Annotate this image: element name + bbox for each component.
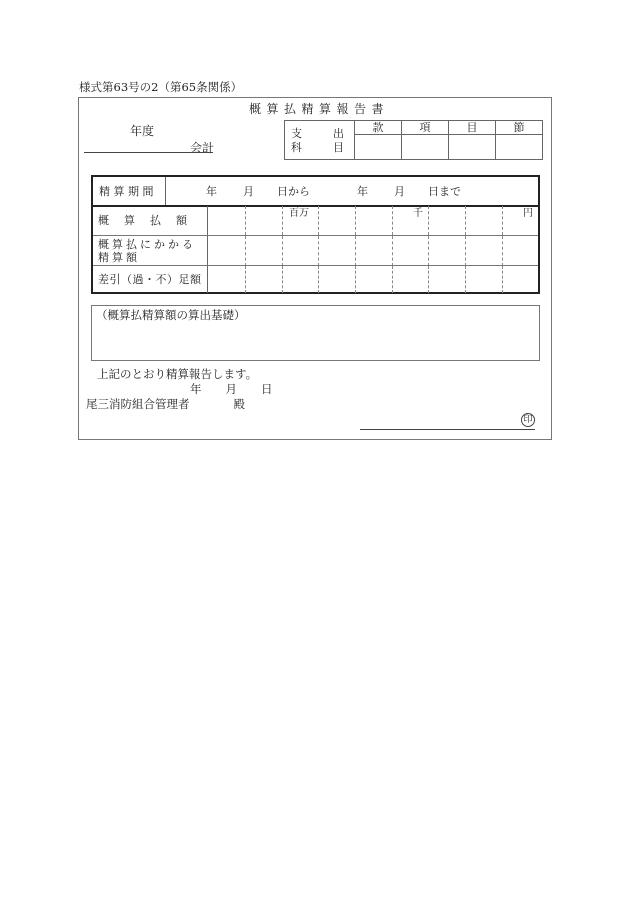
fiscal-year-label: 年度 [130, 124, 155, 138]
thousands-marker: 千 [413, 208, 423, 219]
from-month[interactable]: 月 [243, 185, 254, 198]
settlement-period-label: 精算期間 [93, 177, 166, 205]
amount-cell[interactable] [355, 266, 392, 293]
col-header-setsu: 節 [496, 121, 543, 135]
to-day[interactable]: 日まで [428, 185, 461, 198]
account-label: 会計 [190, 141, 215, 155]
amount-cell[interactable] [465, 206, 502, 235]
honorific: 殿 [233, 397, 245, 411]
amount-cell[interactable] [282, 266, 318, 293]
advance-payment-row [93, 206, 538, 235]
form-reference: 様式第63号の2（第65条関係） [79, 80, 243, 94]
amount-cell[interactable] [355, 236, 392, 266]
account-underline [84, 152, 213, 153]
date-day[interactable]: 日 [261, 382, 273, 396]
settlement-period-row [93, 177, 538, 207]
millions-marker: 百万 [289, 208, 309, 219]
budget-classification-table [284, 120, 543, 160]
settled-amount-label-line1: 概算払にかかる [98, 238, 196, 251]
amount-cell[interactable] [318, 236, 355, 266]
kan-field[interactable] [355, 135, 402, 160]
settled-amount-label [93, 236, 208, 266]
amount-cell[interactable] [428, 206, 465, 235]
amount-cell[interactable] [355, 206, 392, 235]
setsu-field[interactable] [496, 135, 543, 160]
amount-cell[interactable] [465, 266, 502, 293]
signature-line[interactable] [360, 429, 535, 430]
to-month[interactable]: 月 [394, 185, 405, 198]
calculation-basis-label: （概算払精算額の算出基礎） [96, 308, 246, 322]
amount-cell[interactable] [392, 266, 428, 293]
label-expenditure: 支 出 [291, 126, 354, 140]
seal-icon: 印 [521, 413, 535, 427]
difference-label: 差引（過・不）足額 [93, 266, 208, 293]
amount-cell[interactable] [392, 236, 428, 266]
document-title: 概算払精算報告書 [249, 102, 390, 116]
amount-cell[interactable] [208, 236, 245, 266]
addressee-name: 尾三消防組合管理者 [86, 397, 190, 411]
amount-cell[interactable] [208, 206, 245, 235]
amount-cell-millions[interactable] [282, 206, 318, 235]
amount-cell[interactable] [282, 236, 318, 266]
settled-amount-label-line2: 精算額 [98, 251, 140, 264]
report-date [190, 384, 273, 396]
col-header-moku: 目 [449, 121, 496, 135]
to-year[interactable]: 年 [357, 185, 368, 198]
col-header-kan: 款 [355, 121, 402, 135]
advance-payment-label: 概 算 払 額 [93, 206, 208, 235]
moku-field[interactable] [449, 135, 496, 160]
amount-cell[interactable] [428, 266, 465, 293]
budget-row-label [285, 121, 355, 160]
amount-cell[interactable] [502, 266, 538, 293]
from-day[interactable]: 日から [277, 185, 310, 198]
report-statement: 上記のとおり精算報告します。 [97, 367, 258, 381]
settled-amount-row [93, 235, 538, 266]
amount-cell-yen[interactable] [502, 206, 538, 235]
difference-row [93, 265, 538, 293]
amount-cell[interactable] [465, 236, 502, 266]
amount-cell[interactable] [208, 266, 245, 293]
amount-cell[interactable] [318, 206, 355, 235]
amount-cell[interactable] [318, 266, 355, 293]
from-year[interactable]: 年 [206, 185, 217, 198]
yen-marker: 円 [523, 208, 533, 219]
amount-cell[interactable] [245, 206, 282, 235]
amount-cell[interactable] [428, 236, 465, 266]
date-year[interactable]: 年 [190, 382, 202, 396]
amount-cell[interactable] [245, 266, 282, 293]
col-header-kou: 項 [402, 121, 449, 135]
amount-cell[interactable] [245, 236, 282, 266]
kou-field[interactable] [402, 135, 449, 160]
amount-cell[interactable] [502, 236, 538, 266]
addressee [86, 399, 245, 411]
amount-cell-thousands[interactable] [392, 206, 428, 235]
date-month[interactable]: 月 [225, 382, 237, 396]
settlement-table [91, 175, 540, 294]
label-subject: 科 目 [291, 140, 354, 154]
